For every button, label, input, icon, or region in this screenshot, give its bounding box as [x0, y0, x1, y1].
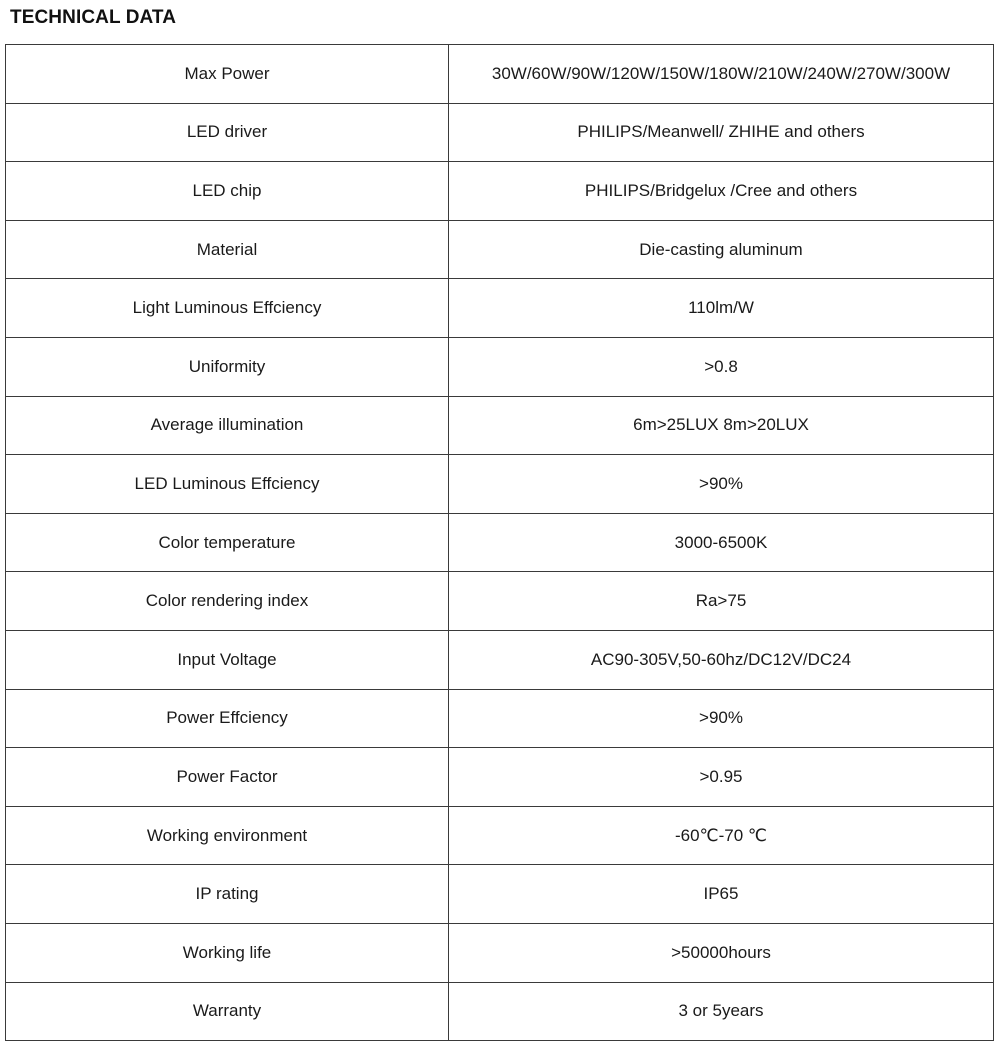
- spec-value: 110lm/W: [449, 279, 994, 338]
- spec-label: Power Factor: [6, 748, 449, 807]
- spec-value: 3000-6500K: [449, 513, 994, 572]
- spec-label: Light Luminous Effciency: [6, 279, 449, 338]
- technical-data-table: [5, 44, 994, 1041]
- spec-value: 6m>25LUX 8m>20LUX: [449, 396, 994, 455]
- spec-label: Color rendering index: [6, 572, 449, 631]
- spec-value: IP65: [449, 865, 994, 924]
- table-row: [6, 630, 994, 689]
- spec-value: PHILIPS/Meanwell/ ZHIHE and others: [449, 103, 994, 162]
- table-row: [6, 279, 994, 338]
- spec-label: Material: [6, 220, 449, 279]
- page-title: TECHNICAL DATA: [10, 7, 177, 28]
- spec-label: Working life: [6, 923, 449, 982]
- table-row: [6, 162, 994, 221]
- table-row: [6, 806, 994, 865]
- table-row: [6, 455, 994, 514]
- spec-value: Die-casting aluminum: [449, 220, 994, 279]
- spec-value: 3 or 5years: [449, 982, 994, 1041]
- spec-label: Warranty: [6, 982, 449, 1041]
- spec-label: Input Voltage: [6, 630, 449, 689]
- table-row: [6, 923, 994, 982]
- table-row: [6, 45, 994, 104]
- spec-value: 30W/60W/90W/120W/150W/180W/210W/240W/270W/300W: [449, 45, 994, 104]
- table-row: [6, 572, 994, 631]
- spec-value: Ra>75: [449, 572, 994, 631]
- spec-label: Average illumination: [6, 396, 449, 455]
- table-row: [6, 220, 994, 279]
- table-row: [6, 396, 994, 455]
- spec-label: Max Power: [6, 45, 449, 104]
- spec-value: -60℃-70 ℃: [449, 806, 994, 865]
- spec-value: >90%: [449, 455, 994, 514]
- spec-value: >0.95: [449, 748, 994, 807]
- technical-data-body: [6, 45, 994, 1041]
- spec-label: LED chip: [6, 162, 449, 221]
- spec-value: >50000hours: [449, 923, 994, 982]
- table-row: [6, 865, 994, 924]
- spec-value: >90%: [449, 689, 994, 748]
- table-row: [6, 748, 994, 807]
- table-row: [6, 689, 994, 748]
- spec-value: PHILIPS/Bridgelux /Cree and others: [449, 162, 994, 221]
- spec-label: Power Effciency: [6, 689, 449, 748]
- table-row: [6, 982, 994, 1041]
- spec-label: LED Luminous Effciency: [6, 455, 449, 514]
- spec-value: AC90-305V,50-60hz/DC12V/DC24: [449, 630, 994, 689]
- spec-label: Working environment: [6, 806, 449, 865]
- spec-label: IP rating: [6, 865, 449, 924]
- spec-value: >0.8: [449, 337, 994, 396]
- table-row: [6, 513, 994, 572]
- spec-label: Uniformity: [6, 337, 449, 396]
- spec-label: Color temperature: [6, 513, 449, 572]
- table-row: [6, 337, 994, 396]
- table-row: [6, 103, 994, 162]
- spec-label: LED driver: [6, 103, 449, 162]
